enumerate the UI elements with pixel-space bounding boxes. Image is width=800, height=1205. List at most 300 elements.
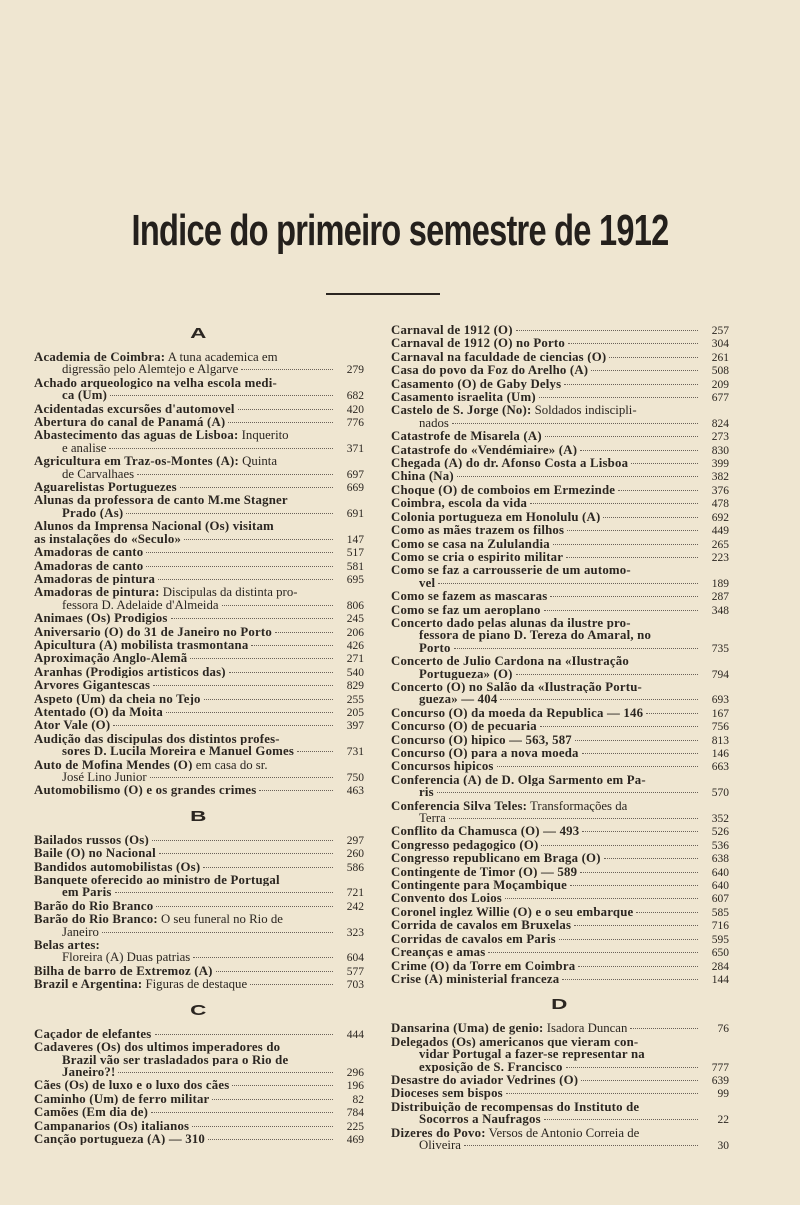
entry-text xyxy=(62,442,106,454)
entry-text xyxy=(391,470,454,482)
page-number: 196 xyxy=(346,1080,364,1093)
index-entry-line xyxy=(391,470,729,483)
index-entry-line xyxy=(34,520,364,532)
page-number: 677 xyxy=(711,392,729,405)
dot-leader xyxy=(151,1112,333,1113)
page-number: 577 xyxy=(346,965,364,978)
dot-leader xyxy=(102,932,333,933)
entry-text xyxy=(391,946,485,958)
index-entry xyxy=(391,960,729,973)
index-entry-line xyxy=(391,720,729,733)
index-entry xyxy=(391,839,729,852)
page-number: 777 xyxy=(711,1061,729,1074)
index-entry-line xyxy=(391,879,729,892)
section-letter: B xyxy=(190,807,208,825)
dot-leader xyxy=(530,503,698,504)
index-entry-line xyxy=(391,786,729,799)
index-entry-line xyxy=(34,455,364,467)
index-entry-line xyxy=(34,573,364,586)
entry-text xyxy=(62,389,107,401)
entry-title: vel xyxy=(419,576,436,590)
index-entry-line xyxy=(391,681,729,693)
index-entry-line xyxy=(391,946,729,959)
page-number: 147 xyxy=(346,533,364,546)
page-number: 397 xyxy=(346,720,364,733)
index-entry xyxy=(391,825,729,838)
entry-text xyxy=(34,679,150,691)
entry-description: nados xyxy=(419,416,449,430)
index-entry-line xyxy=(34,442,364,455)
entry-description: Isadora Duncan xyxy=(543,1022,628,1035)
page-number: 144 xyxy=(711,973,729,986)
entry-text xyxy=(391,973,559,985)
entry-title: Carnaval na faculdade de ciencias (O) xyxy=(391,350,607,364)
entry-text xyxy=(391,852,601,864)
index-entry-line xyxy=(391,457,729,470)
entry-text xyxy=(419,1048,645,1060)
dot-leader xyxy=(171,618,333,619)
entry-title: Animaes (Os) Prodigios xyxy=(34,612,168,625)
entry-text xyxy=(34,1120,189,1132)
dot-leader xyxy=(516,674,698,675)
index-entry-line xyxy=(34,652,364,665)
dot-leader xyxy=(506,1093,698,1094)
index-entry-line xyxy=(34,745,364,758)
entry-title: Choque (O) de comboios em Ermezinde xyxy=(391,483,616,497)
entry-text xyxy=(391,866,577,878)
index-entry-line xyxy=(391,642,729,655)
index-entry xyxy=(391,681,729,707)
entry-title: Concerto de Julio Cardona na «Ilustração xyxy=(391,655,629,668)
dot-leader xyxy=(604,858,698,859)
entry-text xyxy=(391,551,563,563)
entry-title: Conferencia (A) de D. Olga Sarmento em Pa- xyxy=(391,773,646,787)
index-entry-line xyxy=(391,1127,729,1139)
index-entry xyxy=(34,481,364,494)
entry-title: China (Na) xyxy=(391,470,454,483)
dot-leader xyxy=(155,1034,334,1035)
dot-leader xyxy=(208,1139,333,1140)
entry-title: Concurso (O) de pecuaria xyxy=(391,720,537,733)
index-entry xyxy=(34,861,364,874)
entry-description: José Lino Junior xyxy=(62,771,147,784)
index-entry-line xyxy=(391,524,729,537)
index-entry-line xyxy=(34,733,364,745)
entry-title: Como se faz a carrousserie de um automo- xyxy=(391,564,631,577)
index-entry-line xyxy=(34,468,364,481)
index-entry-line xyxy=(391,852,729,865)
entry-text xyxy=(62,1054,288,1066)
entry-text xyxy=(391,497,527,509)
page-number: 323 xyxy=(346,926,364,939)
entry-title: vidar Portugal a fazer-se representar na xyxy=(419,1048,645,1061)
page-number: 581 xyxy=(346,560,364,573)
index-entry xyxy=(34,377,364,403)
dot-leader xyxy=(497,766,698,767)
dot-leader xyxy=(192,1126,333,1127)
page-number: 691 xyxy=(346,507,364,520)
entry-text xyxy=(391,564,631,576)
dot-leader xyxy=(582,753,698,754)
index-entry-line xyxy=(391,378,729,391)
dot-leader xyxy=(562,979,698,980)
entry-text xyxy=(34,965,213,977)
dot-leader xyxy=(550,596,698,597)
entry-title: Brazil e Argentina: xyxy=(34,978,143,991)
entry-title: Cadaveres (Os) dos ultimos imperadores do xyxy=(34,1041,281,1054)
entry-text xyxy=(34,847,156,859)
dot-leader xyxy=(580,872,698,873)
entry-title: Contingente para Moçambique xyxy=(391,879,568,892)
entry-text xyxy=(62,363,238,375)
page-number: 242 xyxy=(346,900,364,913)
index-entry-line xyxy=(391,866,729,879)
entry-description: Terra xyxy=(419,812,446,825)
page-number: 209 xyxy=(711,378,729,391)
index-entry-line xyxy=(34,1106,364,1119)
entry-text xyxy=(419,1139,461,1151)
index-entry-line xyxy=(391,734,729,747)
index-entry-line xyxy=(34,784,364,797)
dot-leader xyxy=(437,792,698,793)
entry-title: Aniversario (O) do 31 de Janeiro no Porto xyxy=(34,625,272,638)
index-entry-line xyxy=(34,913,364,925)
page-number: 223 xyxy=(711,551,729,564)
entry-text xyxy=(34,1133,205,1145)
entry-title: Convento dos Loios xyxy=(391,892,502,905)
index-entry-line xyxy=(391,391,729,404)
entry-title: Canção portugueza (A) — 310 xyxy=(34,1132,206,1146)
entry-title: Achado arqueologico na velha escola medi- xyxy=(34,376,277,390)
entry-text xyxy=(62,745,294,757)
page-number: 382 xyxy=(711,471,729,484)
page-number: 669 xyxy=(346,482,364,495)
dot-leader xyxy=(566,1067,698,1068)
dot-leader xyxy=(251,645,333,646)
page-number: 82 xyxy=(352,1093,364,1106)
dot-leader xyxy=(146,552,333,553)
page-number: 279 xyxy=(346,364,364,377)
index-entry-line xyxy=(391,960,729,973)
entry-text xyxy=(34,1106,148,1118)
page-number: 508 xyxy=(711,365,729,378)
index-entry-line xyxy=(34,403,364,416)
dot-leader xyxy=(553,544,698,545)
dot-leader xyxy=(146,566,333,567)
page-number: 352 xyxy=(711,813,729,826)
index-entry xyxy=(391,707,729,720)
entry-title: Belas artes: xyxy=(34,939,101,952)
dot-leader xyxy=(232,1085,333,1086)
index-entry-line xyxy=(391,1074,729,1087)
entry-text xyxy=(34,546,143,558)
entry-text xyxy=(391,430,542,442)
entry-text xyxy=(34,494,288,506)
entry-text xyxy=(391,879,567,891)
entry-text xyxy=(34,455,277,467)
entry-text xyxy=(391,681,642,693)
index-entry-line xyxy=(391,747,729,760)
index-entry-line xyxy=(34,847,364,860)
entry-text xyxy=(34,612,168,624)
page-title: Indice do primeiro semestre de 1912 xyxy=(131,206,669,255)
index-entry-line xyxy=(391,617,729,629)
entry-text xyxy=(34,652,187,664)
page-number: 595 xyxy=(711,933,729,946)
dot-leader xyxy=(454,648,698,649)
index-entry-line xyxy=(34,586,364,598)
index-entry-line xyxy=(391,892,729,905)
page-number: 640 xyxy=(711,880,729,893)
page-number: 271 xyxy=(346,653,364,666)
page-number: 650 xyxy=(711,947,729,960)
dot-leader xyxy=(158,579,333,580)
index-entry-line xyxy=(391,538,729,551)
index-entry xyxy=(391,497,729,510)
page-number: 638 xyxy=(711,853,729,866)
entry-description: digressão pelo Alemtejo e Algarve xyxy=(62,363,239,376)
dot-leader xyxy=(539,397,698,398)
page-number: 284 xyxy=(711,960,729,973)
entry-title: Corrida de cavalos em Bruxelas xyxy=(391,919,572,932)
dot-leader xyxy=(516,330,698,331)
page-number: 570 xyxy=(711,787,729,800)
index-entry-line xyxy=(391,590,729,603)
entry-description: Discipulas da distinta pro- xyxy=(159,586,298,599)
index-entry-line xyxy=(391,604,729,617)
index-entry xyxy=(34,666,364,679)
index-entry xyxy=(391,655,729,681)
entry-title: Alunos da Imprensa Nacional (Os) visitam xyxy=(34,520,274,533)
entry-title: Portugueza» (O) xyxy=(419,667,513,680)
page-number: 463 xyxy=(346,785,364,798)
page-number: 167 xyxy=(711,707,729,720)
dot-leader xyxy=(464,1145,698,1146)
index-entry-line xyxy=(391,693,729,706)
entry-title: Casamento israelita (Um) xyxy=(391,391,536,404)
index-entry-line xyxy=(391,497,729,510)
index-entry xyxy=(34,639,364,652)
dot-leader xyxy=(559,939,698,940)
page-number: 261 xyxy=(711,351,729,364)
entry-title: Coimbra, escola da vida xyxy=(391,497,528,510)
entry-title: Catastrofe do «Vendémiaire» (A) xyxy=(391,443,578,457)
dot-leader xyxy=(153,685,333,686)
index-entry xyxy=(34,403,364,416)
entry-text xyxy=(34,481,177,493)
page-number: 526 xyxy=(711,826,729,839)
entry-text xyxy=(391,351,606,363)
entry-title: Caçador de elefantes xyxy=(34,1027,152,1041)
entry-title: Barão do Rio Branco: xyxy=(34,913,158,926)
entry-title: Banquete oferecido ao ministro de Portugal xyxy=(34,874,280,887)
entry-text xyxy=(391,391,536,403)
dot-leader xyxy=(297,751,333,752)
page-number: 693 xyxy=(711,694,729,707)
entry-description: Oliveira xyxy=(419,1138,461,1152)
page-number: 784 xyxy=(346,1107,364,1120)
entry-text xyxy=(391,444,577,456)
index-entry xyxy=(34,693,364,706)
entry-text xyxy=(391,1127,639,1139)
index-entry xyxy=(34,759,364,785)
title-divider xyxy=(326,293,440,295)
index-entry-line xyxy=(34,706,364,719)
index-entry-line xyxy=(391,668,729,681)
page-number: 146 xyxy=(711,748,729,760)
entry-title: Distribuição de recompensas do Instituto de xyxy=(391,1100,640,1114)
index-entry xyxy=(34,913,364,939)
entry-title: Dioceses sem bispos xyxy=(391,1087,503,1100)
entry-description: O seu funeral no Rio de xyxy=(157,913,283,926)
index-entry xyxy=(391,604,729,617)
entry-title: Catastrofe de Misarela (A) xyxy=(391,430,542,443)
index-entry-line xyxy=(391,364,729,377)
entry-text xyxy=(34,1028,152,1040)
page-number: 225 xyxy=(346,1120,364,1133)
index-entry-line xyxy=(34,1093,364,1106)
entry-text xyxy=(391,720,537,732)
index-entry-line xyxy=(34,759,364,771)
index-entry-line xyxy=(391,906,729,919)
index-entry-line xyxy=(391,933,729,946)
entry-title: gueza» — 404 xyxy=(419,693,498,706)
index-entry xyxy=(391,524,729,537)
index-entry-line xyxy=(34,494,364,506)
page-number: 703 xyxy=(346,979,364,992)
entry-title: Alunas da professora de canto M.me Stagner xyxy=(34,494,288,507)
dot-leader xyxy=(574,925,698,926)
page-number: 695 xyxy=(346,573,364,586)
page-number: 682 xyxy=(346,390,364,403)
index-entry xyxy=(391,973,729,986)
entry-text xyxy=(62,599,219,611)
index-entry xyxy=(391,1101,729,1127)
entry-title: em Paris xyxy=(62,886,112,899)
index-entry-line xyxy=(34,978,364,991)
entry-title: Prado (As) xyxy=(62,506,124,520)
index-entry xyxy=(34,626,364,639)
section-letter: A xyxy=(190,325,208,342)
page-number: 265 xyxy=(711,538,729,551)
entry-title: Bilha de barro de Extremoz (A) xyxy=(34,964,213,978)
entry-text xyxy=(391,655,629,667)
index-entry-line xyxy=(34,560,364,573)
index-entry-line xyxy=(34,834,364,847)
page-number: 348 xyxy=(711,604,729,617)
entry-text xyxy=(34,874,280,886)
index-entry-line xyxy=(34,926,364,939)
dot-leader xyxy=(204,699,333,700)
entry-title: Bandidos automobilistas (Os) xyxy=(34,860,201,874)
index-entry-line xyxy=(34,626,364,639)
entry-title: Concurso (O) hipico — 563, 587 xyxy=(391,733,572,746)
entry-text xyxy=(419,786,434,798)
index-entry xyxy=(391,538,729,551)
entry-title: Abastecimento das aguas de Lisboa: xyxy=(34,429,239,442)
dot-leader xyxy=(180,487,333,488)
page-number: 829 xyxy=(346,680,364,693)
entry-description: Janeiro xyxy=(62,925,99,939)
entry-text xyxy=(391,337,565,349)
entry-title: ca (Um) xyxy=(62,389,108,402)
entry-title: Abertura do canal de Panamá (A) xyxy=(34,416,226,429)
entry-text xyxy=(419,642,451,654)
index-entry-line xyxy=(34,861,364,874)
entry-title: Arvores Gigantescas xyxy=(34,679,151,692)
page-number: 750 xyxy=(346,772,364,784)
entry-text xyxy=(419,417,449,429)
entry-text xyxy=(62,926,99,938)
dot-leader xyxy=(575,740,698,741)
entry-text xyxy=(391,404,637,416)
entry-title: Amadoras de pintura xyxy=(34,572,156,586)
dot-leader xyxy=(500,699,698,700)
dot-leader xyxy=(646,713,698,714)
entry-title: Agricultura em Traz-os-Montes (A): xyxy=(34,455,239,468)
page-number: 76 xyxy=(717,1023,729,1036)
entry-description: Versos de Antonio Correia de xyxy=(485,1126,640,1139)
dot-leader xyxy=(150,777,333,778)
entry-text xyxy=(391,524,564,536)
entry-title: as instalações do «Seculo» xyxy=(34,532,182,546)
dot-leader xyxy=(166,712,333,713)
entry-text xyxy=(391,484,615,496)
dot-leader xyxy=(438,583,698,584)
entry-description: Floreira (A) Duas patrias xyxy=(62,951,191,964)
index-entry-line xyxy=(34,886,364,899)
dot-leader xyxy=(567,530,698,531)
index-entry xyxy=(34,520,364,546)
index-column-right xyxy=(391,324,729,1152)
page-number: 692 xyxy=(711,511,729,524)
entry-title: Conflito da Chamusca (O) — 493 xyxy=(391,825,580,838)
entry-text xyxy=(391,892,502,904)
entry-text xyxy=(62,1066,115,1078)
index-entry xyxy=(34,416,364,429)
dot-leader xyxy=(212,1099,333,1100)
page-number: 189 xyxy=(711,577,729,590)
dot-leader xyxy=(113,725,333,726)
index-entry xyxy=(34,546,364,559)
index-entry-line xyxy=(34,612,364,625)
entry-text xyxy=(391,617,631,629)
index-entry-line xyxy=(34,1054,364,1066)
index-entry xyxy=(34,612,364,625)
dot-leader xyxy=(216,971,333,972)
index-entry-line xyxy=(391,707,729,720)
index-entry xyxy=(391,551,729,564)
dot-leader xyxy=(241,369,333,370)
index-entry xyxy=(391,351,729,364)
dot-leader xyxy=(578,966,698,967)
dot-leader xyxy=(222,605,333,606)
page-number: 540 xyxy=(346,666,364,679)
entry-text xyxy=(34,900,153,912)
entry-text xyxy=(419,812,446,824)
index-entry xyxy=(391,564,729,590)
index-entry xyxy=(34,874,364,900)
entry-text xyxy=(34,626,272,638)
page-number: 806 xyxy=(346,599,364,612)
index-entry xyxy=(391,378,729,391)
page-number: 260 xyxy=(346,848,364,861)
dot-leader xyxy=(126,513,333,514)
entry-title: Congresso pedagogico (O) xyxy=(391,838,539,852)
dot-leader xyxy=(152,840,333,841)
index-entry-line xyxy=(34,679,364,692)
entry-title: Baile (O) no Nacional xyxy=(34,847,156,860)
